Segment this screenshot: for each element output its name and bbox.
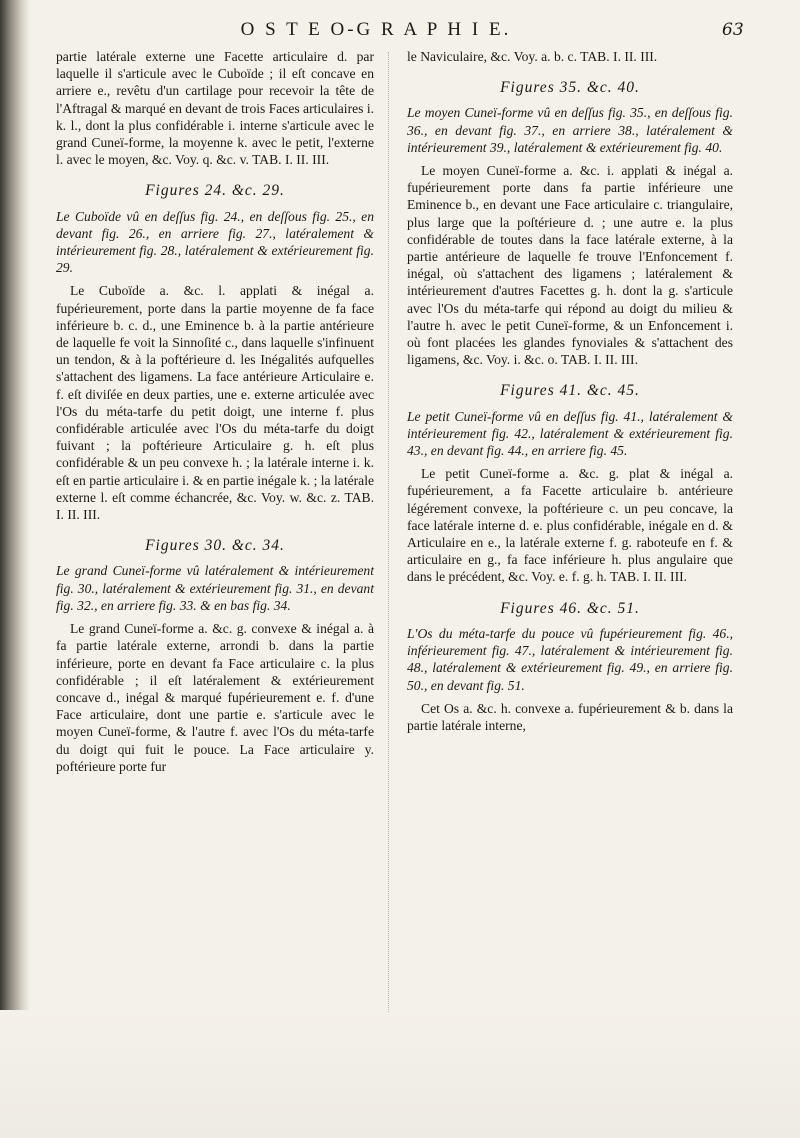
figure-heading: Figures 46. &c. 51.	[500, 599, 640, 617]
page-number: 63	[722, 20, 744, 40]
left-column	[56, 48, 374, 781]
figure-captions: Le petit Cuneï-forme vû en deſſus fig. 41., latéralement & intérieurement fig. 42., latéralement & extérieurement fig. 43., en devant fig. 44., en arriere fig. 45.	[407, 408, 733, 459]
figure-captions: L'Os du méta-tarfe du pouce vû fupérieurement fig. 46., inférieurement fig. 47., latéralement & intérieurement fig. 48., latéralement & extérieurement fig. 49., en arriere fig. 50., en devant fig. 51.	[407, 625, 733, 693]
paragraph: Cet Os a. &c. h. convexe a. fupérieurement & b. dans la partie latérale interne,	[407, 700, 733, 733]
figure-heading: Figures 41. &c. 45.	[500, 382, 640, 400]
running-header	[56, 18, 696, 41]
paragraph: Le grand Cuneï-forme a. &c. g. convexe & inégal a. à fa partie latérale externe, arrondi b. dans la partie inférieure, porte en devant fa Face articulaire c. la plus confidérable ; il eſt latéralement & extérieurement concave d., inégal & marqué fupérieurement e. f. d'une Face articulaire, dont une partie e. s'articule avec le moyen Cuneï-forme, & l'autre f. avec l'Os du méta-tarfe du doigt qui fuit le pouce. La Face articulaire y. poftérieure porte fur	[56, 621, 374, 774]
column-divider	[388, 52, 389, 1012]
figure-heading: Figures 24. &c. 29.	[145, 182, 285, 200]
figure-heading: Figures 30. &c. 34.	[145, 537, 285, 555]
figure-captions: Le grand Cuneï-forme vû latéralement & intérieurement fig. 30., latéralement & extérieurement fig. 31., en devant fig. 32., en arriere fig. 33. & en bas fig. 34.	[56, 563, 374, 613]
running-title: O S T E O-G R A P H I E.	[240, 19, 512, 40]
figure-captions: Le Cuboïde vû en deſſus fig. 24., en deſſous fig. 25., en devant fig. 26., en arriere fig. 27., latéralement & intérieurement fig. 28., latéralement & extérieurement fig. 29.	[56, 208, 374, 276]
paragraph: Le Cuboïde a. &c. l. applati & inégal a. fupérieurement, porte dans la partie moyenne de fa face inférieure b. c. d., une Eminence b. à la partie antérieure de laquelle fe voit la Sinnoſité c., dans laquelle s'infinuent un tendon, & à la poftérieure d. les Inégalités aufquelles s'attachent des ligamens. La face antérieure Articulaire e. f. eſt diviſée en deux parties, une e. externe articulée avec l'Os du méta-tarfe du petit doigt, une interne f. plus confidérable articulée avec l'Os du méta-tarfe du doigt fuivant ; la poftérieure Articulaire g. h. eſt plus confidérable & un peu convexe h. ; la latérale interne i. k. eſt en partie articulaire i. & en partie inégale k. ; la latérale externe l. eſt comme échancrée, &c. Voy. w. &c. z. TAB. I. II. III.	[56, 283, 374, 523]
figure-heading: Figures 35. &c. 40.	[500, 79, 640, 97]
paragraph: le Naviculaire, &c. Voy. a. b. c. TAB. I. II. III.	[407, 49, 658, 64]
paragraph: partie latérale externe une Facette articulaire d. par laquelle il s'articule avec le Cuboïde ; il eſt concave en arriere e., revêtu d'un cartilage pour recevoir la tête de l'Aftragal & marqué en devant de trois Faces articulaires i. k. l., dont la plus confidérable i. interne s'articule avec le grand Cuneï-forme, la moyenne k. avec le petit, l'externe l. avec le moyen, &c. Voy. q. &c. v. TAB. I. II. III.	[56, 49, 375, 168]
book-spine-shadow	[0, 0, 30, 1138]
figure-captions: Le moyen Cuneï-forme vû en deſſus fig. 35., en deſſous fig. 36., en devant fig. 37., en arriere 38., latéralement & intérieurement 39., latéralement & extérieurement fig. 40.	[407, 105, 733, 155]
page-bottom-margin	[0, 1010, 800, 1138]
paragraph: Le petit Cuneï-forme a. &c. g. plat & inégal a. fupérieurement, a fa Facette articulaire b. antérieure légérement convexe, la poftérieure c. un peu concave, la face latérale interne d. e. plus confidérable, inégale en d. & Articulaire en e., la latérale externe f. g. raboteufe en f. & articulaire en g., fa face inférieure h. plus angulaire que dans le précédent, &c. Voy. e. f. g. h. TAB. I. II. III.	[407, 466, 733, 585]
right-column	[407, 48, 733, 740]
paragraph: Le moyen Cuneï-forme a. &c. i. applati & inégal a. fupérieurement porte dans fa partie inférieure une Eminence b., en devant une Face articulaire c. triangulaire, plus large que la poſtérieure d. ; une autre e. la plus confidérable de toutes dans la face latérale externe, à la partie antérieure de laquelle fe trouve l'Enfoncement f. inégal, où s'attachent des ligamens ; latéralement & intérieurement d'autres Facettes g. h. dont la g. s'articule avec l'Os du méta-tarfe qui répond au doigt du milieu & l'autre h. avec le petit Cuneï-forme, & un Enfoncement i. où font placées les glandes fynoviales & s'attachent des ligamens, &c. Voy. i. &c. o. TAB. I. II. III.	[407, 163, 733, 368]
